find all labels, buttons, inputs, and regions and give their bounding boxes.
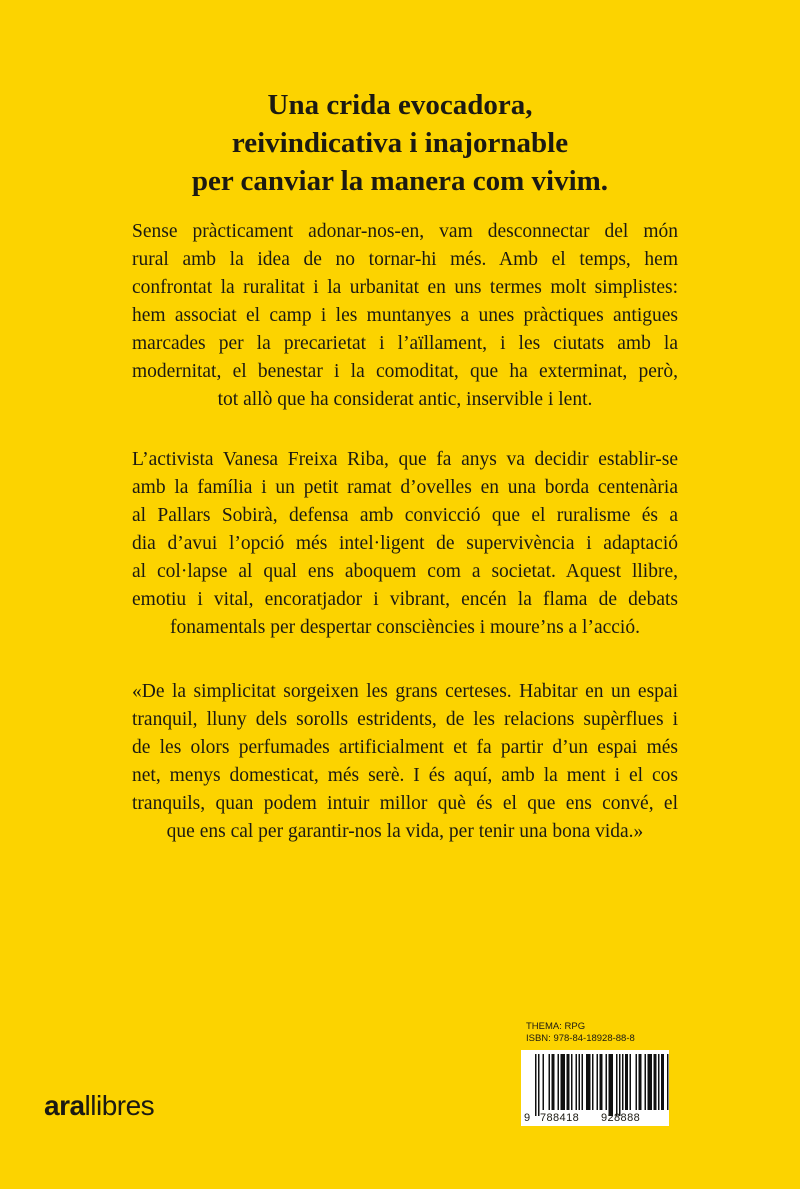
barcode-bar [571,1054,573,1110]
quote-paragraph [132,678,678,846]
thema-code: THEMA: RPG [526,1021,586,1032]
barcode-bar [609,1054,614,1116]
text-line: tot allò que ha considerat antic, inservible i lent. [217,389,593,410]
publisher-logo-bold: ara [44,1090,85,1121]
barcode-bar [619,1054,621,1116]
barcode-bar [636,1054,638,1110]
barcode-bar [616,1054,618,1116]
text-line: emotiu i vital, encoratjador i vibrant, encén la flama de debats [132,589,678,610]
barcode-bar [586,1054,591,1110]
barcode-bar [597,1054,599,1110]
synopsis-paragraph-1 [132,218,678,414]
publisher-logo-regular: llibres [84,1090,155,1121]
headline [100,86,700,200]
isbn-barcode [521,1050,669,1126]
barcode-bar [592,1054,594,1110]
barcode-bar [625,1054,628,1110]
text-line: rural amb la idea de no tornar-hi més. Amb el temps, hem [132,249,678,270]
text-line: net, menys domesticat, més serè. I és aquí, amb la ment i el cos [132,765,678,786]
barcode-bar [558,1054,560,1110]
barcode-bar [654,1054,657,1110]
barcode-bar [567,1054,570,1110]
barcode-bar [576,1054,578,1110]
barcode-bar [630,1054,632,1110]
barcode-bar [549,1054,551,1110]
barcode-bar [579,1054,581,1110]
barcode-bar [658,1054,660,1110]
barcode-bar [622,1054,624,1110]
barcode-lead-digit: 9 [524,1112,531,1124]
text-line: modernitat, el benestar i la comoditat, que ha exterminat, però, [132,361,678,382]
barcode-bar [667,1054,669,1110]
barcode-bar [648,1054,653,1110]
text-line: amb la família i un petit ramat d’ovelles en una borda centenària [132,477,678,498]
text-line: tranquil, lluny dels sorolls estridents, de les relacions supèrflues i [132,709,678,730]
synopsis-paragraph-2 [132,446,678,642]
text-line: «De la simplicitat sorgeixen les grans certeses. Habitar en un espai [132,681,678,702]
publisher-logo [44,1090,154,1122]
text-line: de les olors perfumades artificialment et fa partir d’un espai més [132,737,678,758]
isbn-number: ISBN: 978-84-18928-88-8 [526,1033,635,1044]
text-line: L’activista Vanesa Freixa Riba, que fa anys va decidir establir-se [132,449,678,470]
barcode-bar [661,1054,664,1110]
barcode-group-1: 788418 [540,1112,580,1124]
text-line: tranquils, quan podem intuir millor què és el que ens convé, el [132,793,678,814]
book-metadata [526,1021,635,1045]
barcode-group-2: 928888 [601,1112,641,1124]
text-line: dia d’avui l’opció més intel·ligent de supervivència i adaptació [132,533,678,554]
headline-line: reivindicativa i inajornable [231,127,569,159]
text-line: fonamentals per despertar consciències i moure’ns a l’acció. [170,617,640,638]
barcode-bar [543,1054,545,1110]
text-line: al Pallars Sobirà, defensa amb convicció que el ruralisme és a [132,505,678,526]
text-line: Sense pràcticament adonar-nos-en, vam desconnectar del món [132,221,678,242]
text-line: que ens cal per garantir-nos la vida, per tenir una bona vida.» [166,821,644,842]
headline-line: Una crida evocadora, [267,89,533,121]
text-line: marcades per la precarietat i l’aïllament, i les ciutats amb la [132,333,678,354]
barcode-bar [606,1054,608,1110]
barcode-bar [552,1054,555,1110]
barcode-bar [645,1054,647,1110]
barcode-bar [538,1054,540,1116]
barcode-bar [561,1054,566,1110]
text-line: hem associat el camp i les muntanyes a unes pràctiques antigues [132,305,678,326]
text-line: confrontat la ruralitat i la urbanitat en uns termes molt simplistes: [132,277,678,298]
headline-line: per canviar la manera com vivim. [191,165,609,197]
barcode-bar [582,1054,584,1110]
text-line: al col·lapse al qual ens aboquem com a societat. Aquest llibre, [132,561,678,582]
barcode-bar [600,1054,603,1110]
barcode-bar [639,1054,642,1110]
barcode-bar [535,1054,537,1116]
